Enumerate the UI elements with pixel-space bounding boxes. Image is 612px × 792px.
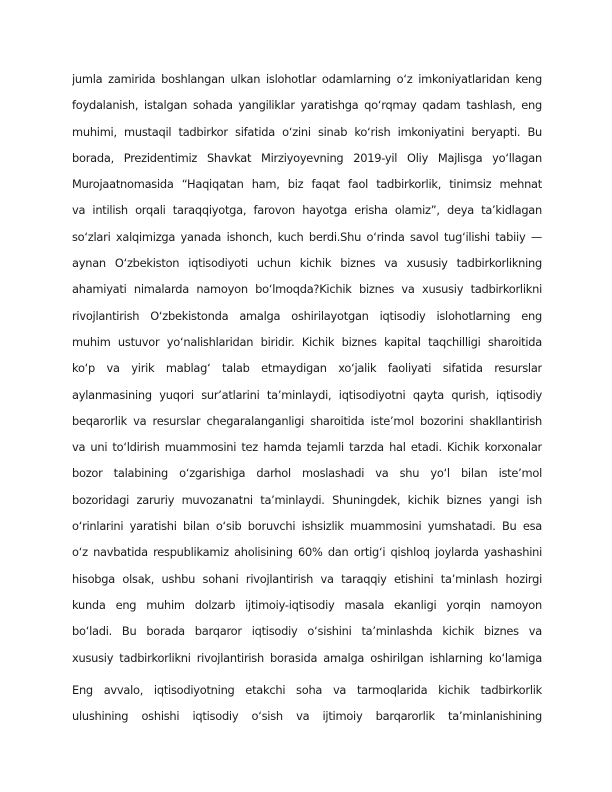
text-line: borada, Prezidentimiz Shavkat Mirziyoyevning 2019-yil Oliy Majlisga yo‘llagan — [72, 150, 542, 165]
paragraph-2 — [72, 677, 542, 730]
text-line: kunda eng muhim dolzarb ijtimoiy-iqtisodiy masala ekanligi yorqin namoyon — [72, 597, 542, 612]
text-line: aynan O‘zbekiston iqtisodiyoti uchun kichik biznes va xususiy tadbirkorlikning — [72, 256, 542, 271]
text-line: muhim ustuvor yo‘nalishlaridan biridir. Kichik biznes kapital taqchilligi sharoitida — [72, 334, 542, 349]
text-line: ulushining oshishi iqtisodiy o‘sish va ijtimoiy barqarorlik ta’minlanishining — [72, 709, 542, 724]
text-line: foydalanish, istalgan sohada yangiliklar yaratishga qo‘rqmay qadam tashlash, eng — [72, 98, 542, 113]
text-line: ahamiyati nimalarda namoyon bo‘lmoqda?Kichik biznes va xususiy tadbirkorlikni — [72, 282, 542, 297]
text-line: xususiy tadbirkorlikni rivojlantirish borasida amalga oshirilgan ishlarning ko‘lamiga — [72, 650, 542, 665]
text-line: Eng avvalo, iqtisodiyotning etakchi soha va tarmoqlarida kichik tadbirkorlik — [72, 682, 542, 697]
document-page — [72, 66, 542, 729]
text-line: o‘z navbatida respublikamiz aholisining 60% dan ortig‘i qishloq joylarda yashashini — [72, 545, 542, 560]
text-line: bo‘ladi. Bu borada barqaror iqtisodiy o‘sishini ta’minlashda kichik biznes va — [72, 624, 542, 639]
text-line: jumla zamirida boshlangan ulkan islohotlar odamlarning o‘z imkoniyatlaridan keng — [72, 72, 542, 86]
text-line: hisobga olsak, ushbu sohani rivojlantirish va taraqqiy etishini ta’minlash hozirgi — [72, 571, 542, 586]
text-line: Murojaatnomasida “Haqiqatan ham, biz faqat faol tadbirkorlik, tinimsiz mehnat — [72, 177, 542, 192]
text-line: rivojlantirish O‘zbekistonda amalga oshirilayotgan iqtisodiy islohotlarning eng — [72, 308, 542, 323]
text-line: muhimi, mustaqil tadbirkor sifatida o‘zini sinab ko‘rish imkoniyatini beryapti. Bu — [72, 124, 542, 139]
text-line: bozoridagi zaruriy muvozanatni ta’minlaydi. Shuningdek, kichik biznes yangi ish — [72, 492, 542, 507]
text-line: va intilish orqali taraqqiyotga, farovon hayotga erisha olamiz”, deya ta’kidlagan — [72, 203, 542, 218]
text-line: beqarorlik va resurslar chegaralanganligi sharoitida iste’mol bozorini shakllantirish — [72, 413, 542, 428]
text-line: so‘zlari xalqimizga yanada ishonch, kuch berdi.Shu o‘rinda savol tug‘ilishi tabiiy — — [72, 229, 542, 244]
text-line: bozor talabining o‘zgarishiga darhol moslashadi va shu yo‘l bilan iste’mol — [72, 466, 542, 481]
text-line: va uni to‘ldirish muammosini tez hamda tejamli tarzda hal etadi. Kichik korxonalar — [72, 440, 542, 455]
text-line: o‘rinlarini yaratishi bilan o‘sib boruvchi ishsizlik muammosini yumshatadi. Bu esa — [72, 519, 542, 534]
text-line: aylanmasining yuqori sur’atlarini ta’minlaydi, iqtisodiyotni qayta qurish, iqtisodiy — [72, 387, 542, 402]
text-line: ko‘p va yirik mablag‘ talab etmaydigan xo‘jalik faoliyati sifatida resurslar — [72, 361, 542, 376]
paragraph-1 — [72, 66, 542, 671]
